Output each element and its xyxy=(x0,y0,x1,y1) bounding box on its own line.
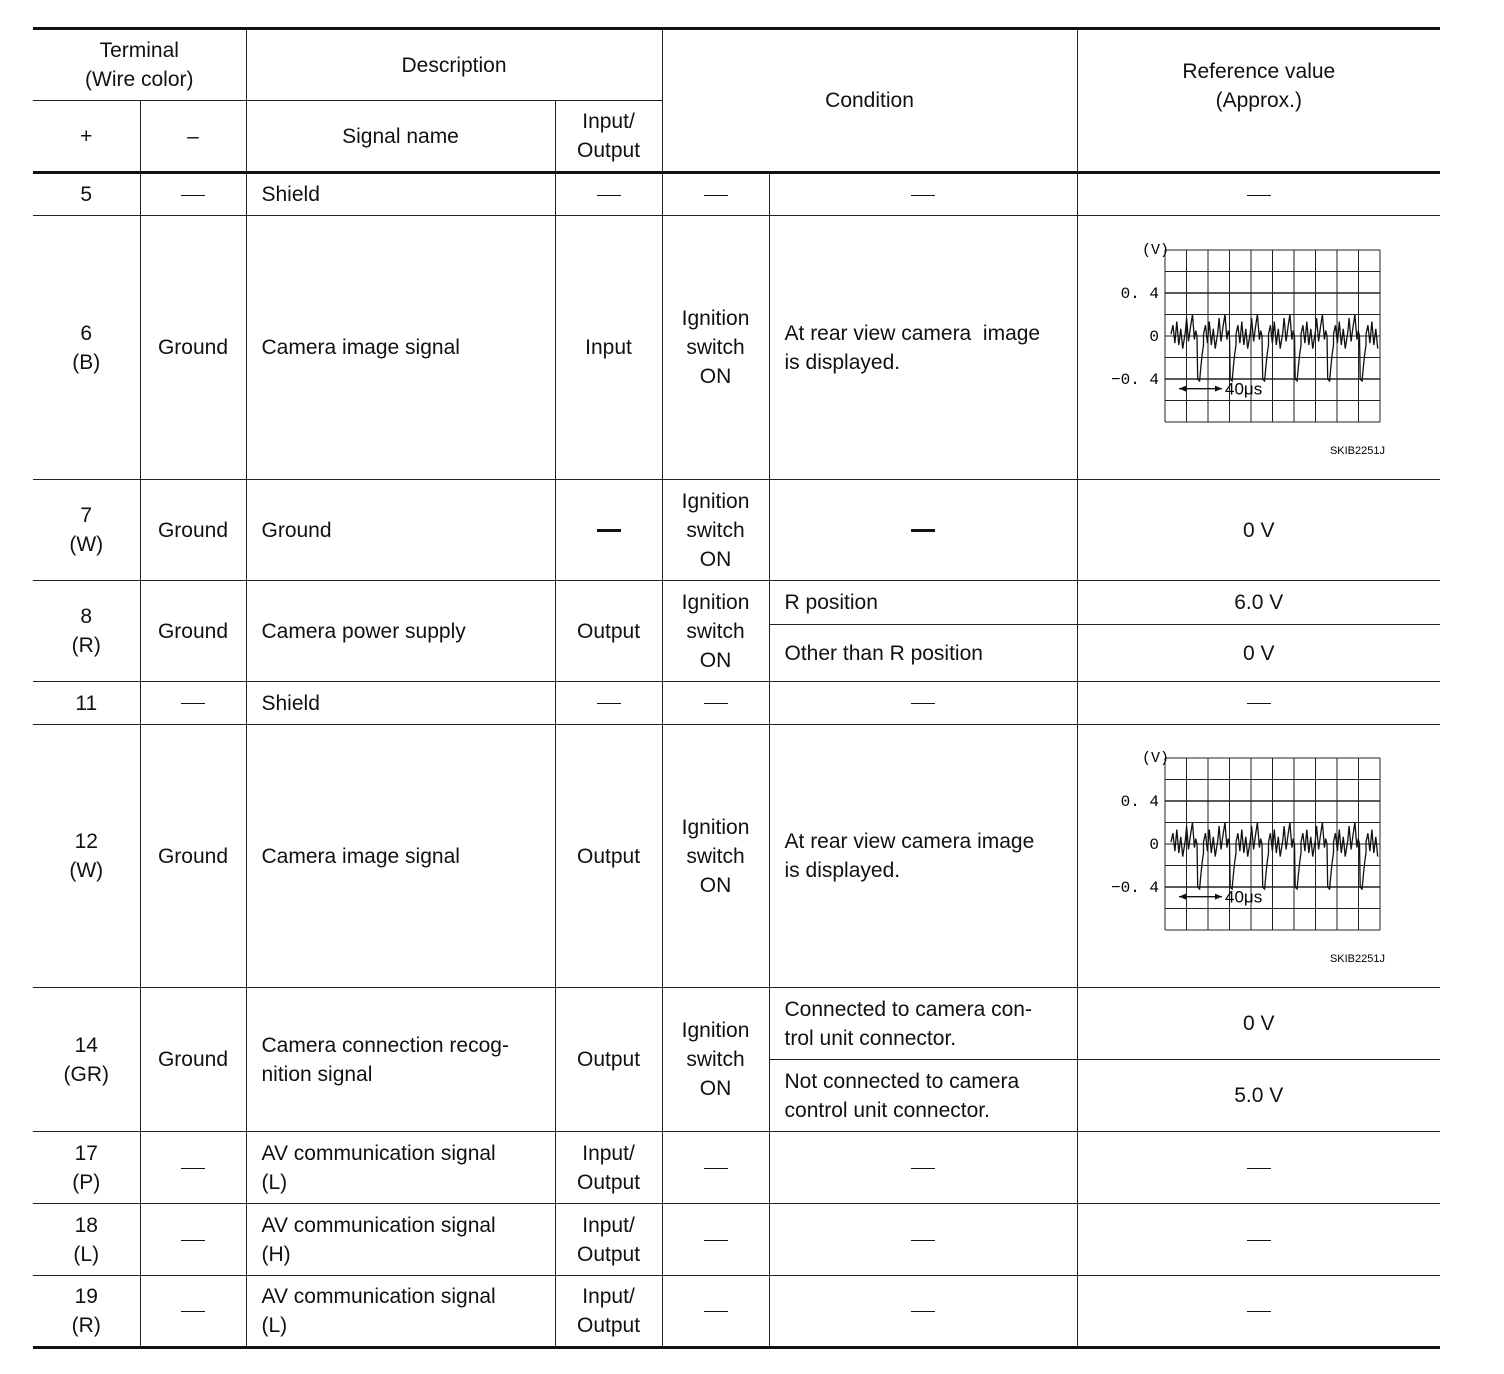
dash xyxy=(597,195,621,196)
dash xyxy=(911,703,935,704)
condition-switch xyxy=(662,173,769,216)
terminal-number: 18 xyxy=(74,1213,98,1237)
cond-line: At rear view camera image xyxy=(784,830,1035,853)
cond-line: is displayed. xyxy=(784,859,901,882)
dash xyxy=(1247,1311,1271,1312)
reference-value: 0 V xyxy=(1077,480,1440,581)
cond-line: Ignition xyxy=(681,1019,750,1042)
dash xyxy=(181,1240,205,1241)
cond-line: ON xyxy=(699,873,732,897)
input-output: Output xyxy=(555,725,662,988)
terminal-number: 12 xyxy=(74,830,98,853)
dash xyxy=(911,529,935,532)
waveform-trace xyxy=(1171,822,1378,889)
header-minus: – xyxy=(140,101,246,173)
cond-line: Ignition xyxy=(681,590,750,614)
waveform-y-label: 0 xyxy=(1149,327,1159,346)
waveform-unit-label: (V) xyxy=(1141,750,1169,767)
cond-line: trol unit connector. xyxy=(784,1026,957,1050)
cond-line: switch xyxy=(686,518,745,542)
cond-line: ON xyxy=(699,648,732,672)
table-row xyxy=(33,581,1440,625)
dash xyxy=(704,703,728,704)
table-row xyxy=(33,1276,1440,1348)
io-line: Output xyxy=(576,1314,641,1337)
dash xyxy=(181,1168,205,1169)
signal-name: Ground xyxy=(246,480,555,581)
header-terminal xyxy=(33,29,246,101)
dash xyxy=(597,703,621,704)
input-output: Output xyxy=(555,988,662,1132)
terminal-reference-table xyxy=(33,27,1440,1349)
wire-color: (L) xyxy=(73,1242,100,1266)
condition-switch xyxy=(662,1276,769,1348)
terminal-number: 17 xyxy=(74,1141,98,1165)
cond-line: ON xyxy=(699,547,732,571)
terminal-number: 7 xyxy=(80,504,93,527)
condition-detail xyxy=(769,1204,1077,1276)
dash xyxy=(704,1311,728,1312)
waveform-y-label: 0. 4 xyxy=(1120,284,1159,303)
cond-line: switch xyxy=(686,336,745,359)
dash xyxy=(911,1240,935,1241)
dash xyxy=(181,195,205,196)
terminal-plus xyxy=(33,1204,140,1276)
terminal-minus xyxy=(140,682,246,725)
signal-name xyxy=(246,1276,555,1348)
condition-switch xyxy=(662,725,769,988)
signal-name: Shield xyxy=(246,173,555,216)
signal-name xyxy=(246,988,555,1132)
dash xyxy=(181,1311,205,1312)
time-scale-label: 40μs xyxy=(1224,887,1262,907)
time-scale-label: 40μs xyxy=(1224,379,1262,399)
condition-detail xyxy=(769,988,1077,1060)
reference-value: 6.0 V xyxy=(1077,581,1440,625)
cond-line: is displayed. xyxy=(784,350,901,374)
signal-name xyxy=(246,1132,555,1204)
reference-value: 0 V xyxy=(1077,625,1440,682)
waveform-trace xyxy=(1171,314,1378,381)
signal-line: AV communication signal xyxy=(261,1285,496,1308)
table-row xyxy=(33,173,1440,216)
header-io-line1: Input/ xyxy=(582,110,635,133)
figure-id-label: SKIB2251J xyxy=(1329,953,1385,965)
dash xyxy=(1247,1168,1271,1169)
cond-line: Ignition xyxy=(681,815,750,839)
condition-detail xyxy=(769,480,1077,581)
waveform-figure xyxy=(1109,238,1409,458)
input-output: Output xyxy=(555,581,662,682)
table-row xyxy=(33,1132,1440,1204)
cond-line: ON xyxy=(699,1077,732,1100)
dash xyxy=(181,703,205,704)
io-line: Input/ xyxy=(582,1285,635,1308)
terminal-minus: Ground xyxy=(140,216,246,480)
input-output xyxy=(555,682,662,725)
dash xyxy=(704,1168,728,1169)
waveform-figure xyxy=(1109,746,1409,966)
condition-switch xyxy=(662,216,769,480)
signal-line: AV communication signal xyxy=(261,1141,496,1165)
io-line: Input/ xyxy=(582,1213,635,1237)
input-output: Input xyxy=(555,216,662,480)
waveform-y-label: −0. 4 xyxy=(1110,879,1159,897)
condition-switch xyxy=(662,480,769,581)
condition-detail: Other than R position xyxy=(769,625,1077,682)
dash xyxy=(1247,1240,1271,1241)
dash xyxy=(1247,195,1271,196)
reference-waveform xyxy=(1077,725,1440,988)
condition-switch xyxy=(662,1204,769,1276)
wire-color: (P) xyxy=(72,1170,101,1194)
header-input-output xyxy=(555,101,662,173)
header-description: Description xyxy=(246,29,662,101)
cond-line: switch xyxy=(686,1048,745,1071)
dash xyxy=(704,1240,728,1241)
waveform-y-label: −0. 4 xyxy=(1110,370,1159,389)
reference-waveform xyxy=(1077,216,1440,480)
header-condition: Condition xyxy=(662,29,1077,173)
signal-line: Camera connection recog- xyxy=(261,1033,509,1057)
signal-line: (L) xyxy=(261,1170,288,1194)
terminal-number: 8 xyxy=(80,605,93,628)
wire-color: (W) xyxy=(69,533,104,556)
signal-line: (H) xyxy=(261,1242,291,1266)
cond-line: switch xyxy=(686,619,745,643)
dash xyxy=(704,195,728,196)
header-io-line2: Output xyxy=(576,139,641,162)
condition-switch xyxy=(662,682,769,725)
terminal-plus xyxy=(33,216,140,480)
signal-line: AV communication signal xyxy=(261,1213,496,1237)
header-signal-name: Signal name xyxy=(246,101,555,173)
dash xyxy=(911,195,935,196)
signal-line: nition signal xyxy=(261,1062,373,1086)
condition-switch xyxy=(662,581,769,682)
terminal-plus xyxy=(33,1132,140,1204)
wire-color: (W) xyxy=(69,859,104,882)
terminal-plus xyxy=(33,581,140,682)
cond-line: switch xyxy=(686,844,745,868)
header-plus: + xyxy=(33,101,140,173)
condition-detail xyxy=(769,1060,1077,1132)
dash xyxy=(911,1168,935,1169)
cond-line: Ignition xyxy=(681,489,750,513)
wire-color: (R) xyxy=(71,1314,101,1337)
terminal-plus: 11 xyxy=(33,682,140,725)
signal-line: (L) xyxy=(261,1314,288,1337)
table-row xyxy=(33,682,1440,725)
signal-name: Camera power supply xyxy=(246,581,555,682)
signal-name: Camera image signal xyxy=(246,216,555,480)
table-row xyxy=(33,725,1440,988)
header-reference-line1: Reference value xyxy=(1182,59,1336,83)
table-row xyxy=(33,988,1440,1060)
io-line: Input/ xyxy=(582,1141,635,1165)
terminal-plus xyxy=(33,988,140,1132)
condition-detail: R position xyxy=(769,581,1077,625)
condition-detail xyxy=(769,216,1077,480)
signal-name: Shield xyxy=(246,682,555,725)
figure-id-label: SKIB2251J xyxy=(1329,444,1385,457)
reference-value: 5.0 V xyxy=(1077,1060,1440,1132)
condition-detail xyxy=(769,682,1077,725)
signal-name xyxy=(246,1204,555,1276)
table-row xyxy=(33,216,1440,480)
terminal-plus xyxy=(33,1276,140,1348)
condition-detail xyxy=(769,173,1077,216)
terminal-minus xyxy=(140,173,246,216)
cond-line: Ignition xyxy=(681,307,750,330)
io-line: Output xyxy=(576,1170,641,1194)
cond-line: ON xyxy=(699,365,732,388)
input-output xyxy=(555,480,662,581)
waveform-y-label: 0 xyxy=(1149,836,1159,854)
header-reference-line2: (Approx.) xyxy=(1215,88,1302,112)
reference-value xyxy=(1077,1204,1440,1276)
input-output xyxy=(555,1132,662,1204)
terminal-number: 6 xyxy=(80,321,93,345)
terminal-plus xyxy=(33,725,140,988)
table-row xyxy=(33,1204,1440,1276)
condition-switch xyxy=(662,988,769,1132)
waveform-y-label: 0. 4 xyxy=(1120,793,1159,811)
condition-detail xyxy=(769,1276,1077,1348)
wire-color: (B) xyxy=(72,350,101,374)
terminal-minus xyxy=(140,1204,246,1276)
dash xyxy=(911,1311,935,1312)
terminal-minus xyxy=(140,1276,246,1348)
terminal-minus: Ground xyxy=(140,725,246,988)
cond-line: control unit connector. xyxy=(784,1098,990,1122)
reference-value xyxy=(1077,682,1440,725)
table-row xyxy=(33,480,1440,581)
dash xyxy=(597,529,621,532)
reference-value xyxy=(1077,173,1440,216)
terminal-minus: Ground xyxy=(140,480,246,581)
cond-line: Connected to camera con- xyxy=(784,997,1032,1021)
cond-line: Not connected to camera xyxy=(784,1069,1020,1093)
terminal-plus: 5 xyxy=(33,173,140,216)
reference-value: 0 V xyxy=(1077,988,1440,1060)
wire-color: (R) xyxy=(71,634,101,657)
terminal-minus: Ground xyxy=(140,581,246,682)
header-terminal-line1: Terminal xyxy=(99,39,179,62)
signal-name: Camera image signal xyxy=(246,725,555,988)
terminal-number: 14 xyxy=(74,1033,98,1057)
input-output xyxy=(555,1204,662,1276)
header-terminal-line2: (Wire color) xyxy=(85,68,194,91)
condition-switch xyxy=(662,1132,769,1204)
condition-detail xyxy=(769,725,1077,988)
terminal-minus: Ground xyxy=(140,988,246,1132)
waveform-unit-label: (V) xyxy=(1141,241,1169,259)
terminal-minus xyxy=(140,1132,246,1204)
reference-value xyxy=(1077,1132,1440,1204)
reference-value xyxy=(1077,1276,1440,1348)
io-line: Output xyxy=(576,1242,641,1266)
terminal-plus xyxy=(33,480,140,581)
header-reference-value xyxy=(1077,29,1440,173)
wire-color: (GR) xyxy=(63,1062,109,1086)
cond-line: At rear view camera image xyxy=(784,321,1041,345)
input-output xyxy=(555,173,662,216)
terminal-number: 19 xyxy=(74,1285,98,1308)
condition-detail xyxy=(769,1132,1077,1204)
dash xyxy=(1247,703,1271,704)
input-output xyxy=(555,1276,662,1348)
